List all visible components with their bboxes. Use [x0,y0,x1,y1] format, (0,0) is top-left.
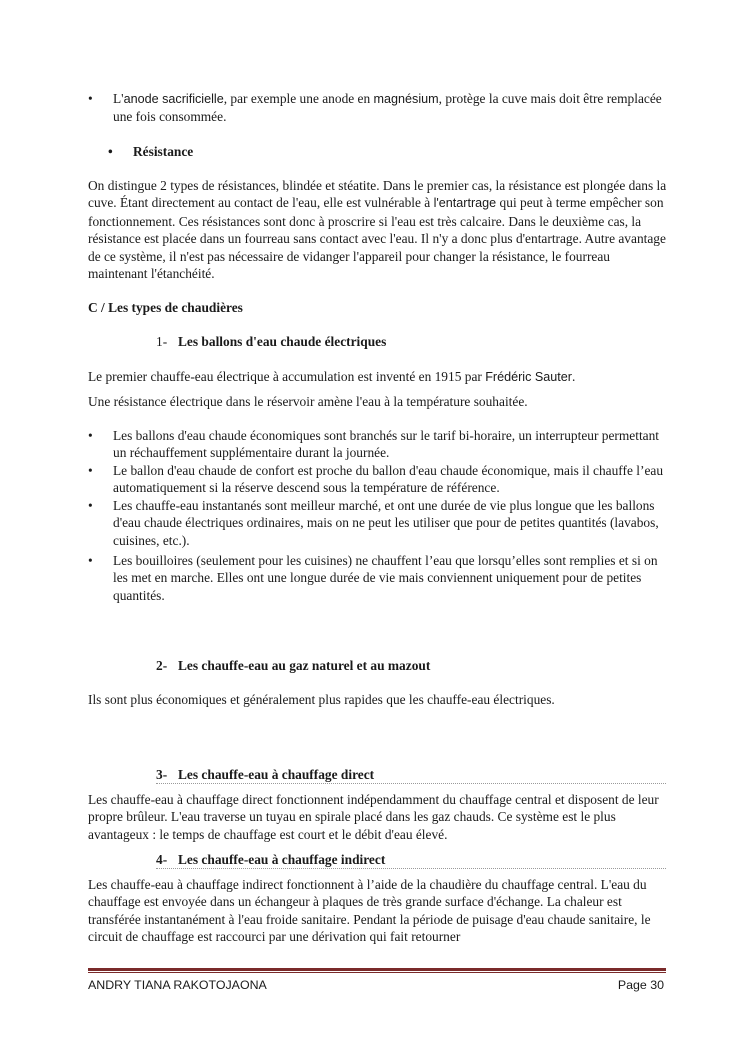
bullet-dot: • [88,91,93,106]
subheading-3: 3- Les chauffe-eau à chauffage direct [156,766,666,784]
list-item: • Le ballon d'eau chaude de confort est proche du ballon d'eau chaude économique, mais il chauffe l’eau automatiquement si la réserve descend sous la température de référence. [88,463,664,496]
link-anode-sacrificielle[interactable]: anode sacrificielle [123,92,224,106]
resistance-paragraph: On distingue 2 types de résistances, blindée et stéatite. Dans le premier cas, la résistance est plongée dans la cuve. Étant directement au contact de l'eau, elle est vulnérable à l'entartrage qui peut à terme empêcher son fonctionnement. Ces résistances sont donc à proscrire si l'eau est très calcaire. Dans le deuxième cas, la résistance est placée dans un fourreau sans contact avec l'eau. Il n'y a donc plus d'entartrage. Autre avantage de ce système, il n'est pas nécessaire de vidanger l'appareil pour changer la résistance, le fourreau maintenant l'étanchéité. [88,178,667,282]
list-item: • Les chauffe-eau instantanés sont meilleur marché, et ont une durée de vie plus longue que les ballons d'eau chaude électriques ordinaires, mais on ne peut les utiliser que pour de petites quantités (lavabos, cuisines, etc.). [88,498,659,548]
link-entartrage[interactable]: l'entartrage [433,196,497,211]
link-frederic-sauter[interactable]: Frédéric Sauter [485,370,572,384]
resistance-heading: • Résistance [108,144,194,159]
direct-heating-paragraph: Les chauffe-eau à chauffage direct fonctionnent indépendamment du chauffage central et disposent de leur propre brûleur. L'eau traverse un tuyau en spirale placé dans les gaz chauds. Ce système est le plus avantageux : le temps de chauffage est court et le débit d'eau élevé. [88,792,659,842]
link-magnesium[interactable]: magnésium [373,92,439,106]
list-item: • Les ballons d'eau chaude économiques sont branchés sur le tarif bi-horaire, un interrupteur permettant un réchauffement supplémentaire durant la journée. [88,428,660,461]
gas-paragraph: Ils sont plus économiques et généralement plus rapides que les chauffe-eau électriques. [88,692,555,707]
footer-rule-thin [88,972,666,973]
footer-rule [88,968,666,971]
subheading-4: 4- Les chauffe-eau à chauffage indirect [156,851,666,869]
section-c-heading: C / Les types de chaudières [88,300,243,315]
list-item: • Les bouilloires (seulement pour les cuisines) ne chauffent l’eau que lorsqu’elles sont remplies et si on les met en marche. Elles ont une longue durée de vie mais conviennent uniquement pour de petites quantités. [88,553,658,603]
bullet-anode: • L'anode sacrificielle, par exemple une anode en magnésium, protège la cuve mais doit être remplacée une fois consommée. [88,91,662,125]
first-heater-paragraph: Le premier chauffe-eau électrique à accumulation est inventé en 1915 par Frédéric Sauter. [88,369,576,384]
footer-author: ANDRY TIANA RAKOTOJAONA [88,978,267,992]
indirect-heating-paragraph: Les chauffe-eau à chauffage indirect fonctionnent à l’aide de la chaudière du chauffage central. L'eau du chauffage est envoyée dans un échangeur à plaques de très grande surface d'échange. La chaleur est transférée instantanément à l'eau froide sanitaire. Pendant la période de puisage d'eau chaude sanitaire, le circuit de chauffage est raccourci par une dérivation qui fait retourner [88,877,651,945]
bullet-dot: • [108,144,113,159]
subheading-1: 1- Les ballons d'eau chaude électriques [156,334,387,349]
footer-page-number: Page 30 [617,978,664,992]
electric-resistance-paragraph: Une résistance électrique dans le réservoir amène l'eau à la température souhaitée. [88,394,528,409]
subheading-2: 2- Les chauffe-eau au gaz naturel et au mazout [156,658,431,673]
